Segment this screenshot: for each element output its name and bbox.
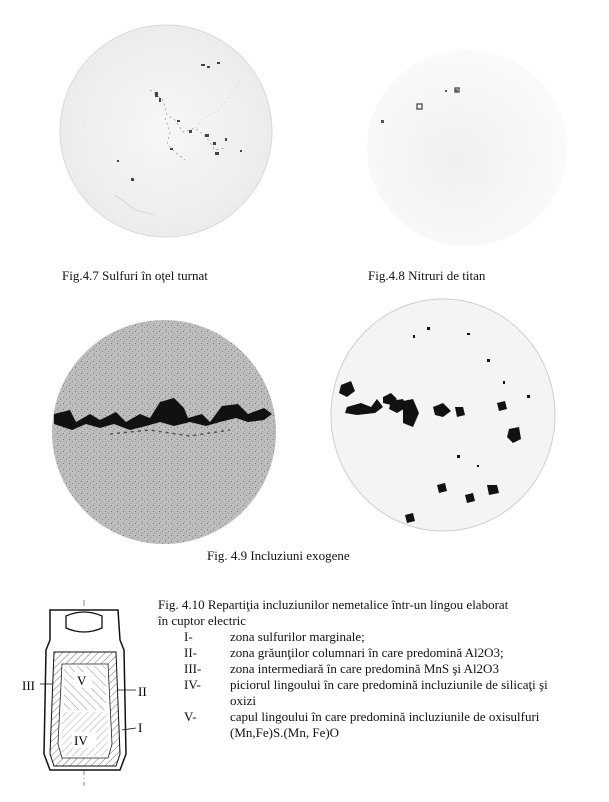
figure-4-10-title-cont: în cuptor electric	[158, 613, 247, 628]
legend-item-number: II-	[184, 645, 197, 660]
legend-item-number: III-	[184, 661, 202, 676]
zone-label-i: I	[138, 720, 143, 735]
legend-item	[158, 677, 560, 709]
legend-item	[158, 645, 603, 661]
micrograph-sulfides	[55, 20, 277, 242]
legend-item-text: piciorul lingoului în care predomină incluziunile de silicaţi şi oxizi	[230, 677, 548, 708]
zone-label-iv: IV	[74, 733, 88, 748]
legend-item	[158, 709, 560, 741]
figure-4-10-title: Fig. 4.10 Repartiţia incluziunilor nemetalice într-un lingou elaborat	[158, 597, 509, 612]
zone-label-v: V	[77, 673, 87, 688]
legend-item	[158, 629, 603, 645]
legend-item-text: zona sulfurilor marginale;	[230, 629, 365, 644]
legend-item-number: I-	[184, 629, 193, 644]
figure-4-7-caption: Fig.4.7 Sulfuri în oţel turnat	[62, 268, 208, 283]
micrograph-exogenous-left	[50, 318, 280, 548]
figure-4-8-caption: Fig.4.8 Nitruri de titan	[368, 268, 486, 283]
figure-4-9-caption: Fig. 4.9 Incluziuni exogene	[207, 548, 350, 563]
micrograph-exogenous-right	[327, 295, 561, 535]
legend-item-text: zona grăunţilor columnari în care predomină Al2O3;	[230, 645, 504, 660]
micrograph-titanium-nitrides	[357, 40, 575, 250]
figure-4-10-legend	[158, 597, 603, 741]
ingot-diagram	[22, 594, 158, 790]
legend-item	[158, 661, 603, 677]
legend-item-text: zona intermediară în care predomină MnS şi Al2O3	[230, 661, 499, 676]
legend-item-number: V-	[184, 709, 197, 724]
legend-item-text: capul lingoului în care predomină incluziunile de oxisulfuri (Mn,Fe)S.(Mn, Fe)O	[230, 709, 540, 740]
legend-item-number: IV-	[184, 677, 201, 692]
zone-label-iii: III	[22, 678, 35, 693]
zone-label-ii: II	[138, 684, 147, 699]
